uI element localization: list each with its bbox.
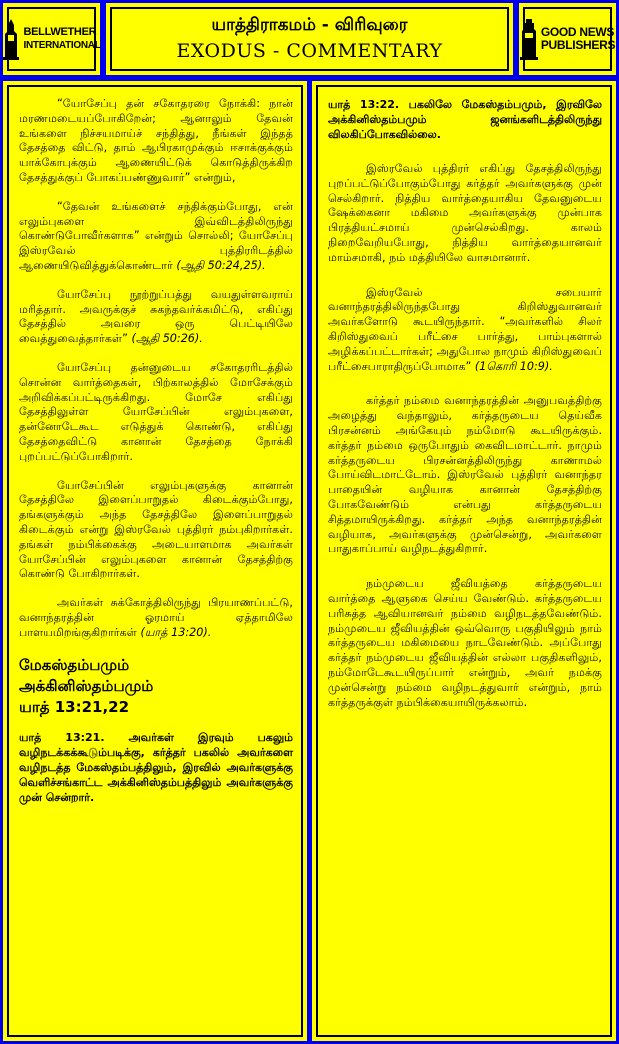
left-logo-line1: BELLWETHER — [23, 26, 97, 38]
left-column — [0, 78, 310, 1044]
right-paragraph-2-ref: (1கொரி 10:9). — [474, 359, 553, 373]
left-paragraph-2 — [19, 200, 293, 274]
title-box — [103, 0, 516, 78]
verse-22: யாத் 13:22. பகலிலே மேகஸ்தம்பமும், இரவிலே அக்கினிஸ்தம்பமும் ஜனங்களிடத்திலிருந்து விலகிப்போகவில்லை. — [328, 98, 602, 141]
section-heading-line1: மேகஸ்தம்பமும் — [19, 655, 130, 674]
right-logo-line2: PUBLISHERS — [540, 38, 616, 52]
left-paragraph-3-ref: (ஆதி 50:26). — [131, 332, 203, 346]
right-paragraph-3: கர்த்தர் நம்மை வனாந்தரத்தின் அனுபவத்திற்கு அழைத்து வந்தாலும், கர்த்தருடைய தெய்வீக பிரசன்னம் அங்கேயும் நம்மோடு கூடயிருக்கும். கர்த்தர் நம்மை ஒருபோதும் கைவிடமாட்டார். நாமும் கர்த்தருடைய பிரசன்னத்திலிருந்து காணாமல் போய்விடமாட்டோம். இஸ்ரவேல் புத்திரர் வனாந்தர பாதையின் வழியாக கானான் தேசத்திற்கு போகவேண்டும் என்பது கர்த்தருடைய சித்தமாயிருக்கிறது. கர்த்தர் அந்த வனாந்தரத்தின் வழியாக, அவர்களுக்கு முன்சென்று, அவர்களை பாதுகாப்பாய் வழிநடத்துகிறார். — [328, 394, 602, 556]
right-paragraph-2-text: இஸ்ரவேல் சபையார் வனாந்தரத்திலிருந்தபோது கிறிஸ்துவானவர் அவர்களோடு கூடயிருந்தார். “அவர்களில் சிலர் கிறிஸ்துவைப் பரீட்சை பார்த்து, பாம்புகளால் அழிக்கப்பட்டார்கள்; அதுபோல நாமும் கிறிஸ்துவைப் பரீட்சைபாராதிருப்போமாக” — [328, 285, 602, 373]
left-paragraph-5: யோசேப்பின் எலும்புகளுக்கு கானான் தேசத்திலே இளைப்பாறுதல் கிடைக்கும்போது, தங்களுக்கும் அந்த தேசத்திலே இளைப்பாறுதல் கிடைக்கும் என்று இஸ்ரவேல் புத்திரர் நம்புகிறார்கள். தங்கள் நம்பிக்கைக்கு அடையாளமாக அவர்கள் யோசேப்பின் எலும்புகளை கானான் தேசத்திற்கு கொண்டு போகிறார்கள். — [19, 478, 293, 581]
left-paragraph-4: யோசேப்பு தன்னுடைய சகோதரரிடத்தில் சொன்ன வார்த்தைகள், பிற்காலத்தில் மோசேக்கும் அறிவிக்கப்பட்டிருக்கிறது. மோசே எகிப்து தேசத்திலுள்ள யோசேப்பின் எலும்புகளை, தன்னோடேகூட எடுத்துக் கொண்டு, எகிப்து தேசத்தைவிட்டு கானான் தேசத்தை நோக்கி புறப்பட்டுப்போகிறார். — [19, 360, 293, 463]
verse-21: யாத் 13:21. அவர்கள் இரவும் பகலும் வழிநடக்கக்கூடும்படிக்கு, கர்த்தர் பகலில் அவர்களை வழிநடத்த மேகஸ்தம்பத்திலும், இரவில் அவர்களுக்கு வெளிச்சங்காட்ட அக்கினிஸ்தம்பத்திலும் அவர்களுக்கு முன் சென்றார். — [19, 730, 293, 804]
bellwether-icon — [2, 17, 20, 61]
right-logo-line1: GOOD NEWS — [540, 25, 615, 39]
bellwether-logo — [9, 9, 101, 69]
title-english: EXODUS - COMMENTARY — [176, 40, 443, 62]
right-paragraph-2 — [328, 286, 602, 375]
left-paragraph-1: “யோசேப்பு தன் சகோதரரை நோக்கி: நான் மரணமடையப்போகிறேன்; ஆனாலும் தேவன் உங்களை நிச்சயமாய்ச் சந்தித்து, நீங்கள் இந்தத் தேசத்தை விட்டு, தாம் ஆபிரகாமுக்கும் ஈசாக்குக்கும் யாக்கோபுக்கும் ஆணையிட்டுக் கொடுத்திருக்கிற தேசத்துக்குப் போகப்பண்ணுவார்” என்றும், — [19, 97, 293, 184]
left-paragraph-6-ref: (யாத் 13:20). — [140, 625, 212, 639]
section-heading — [19, 655, 293, 718]
left-paragraph-2-text: “தேவன் உங்களைச் சந்திக்கும்போது, என் எலும்புகளை இவ்விடத்திலிருந்து கொண்டுபோவீர்களாக” என்றும் சொல்லி; யோசேப்பு இஸ்ரவேல் புத்திரரிடத்தில் ஆணையிடுவித்துக்கொண்டார் — [19, 199, 293, 272]
left-paragraph-3 — [19, 288, 293, 347]
left-paragraph-6 — [19, 596, 293, 640]
right-paragraph-1: இஸ்ரவேல் புத்திரர் எகிப்து தேசத்திலிருந்து புறப்பட்டுப்போகும்போது கர்த்தர் அவர்களுக்கு முன் செல்கிறார். நித்திய வார்த்தையாகிய தேவனுடைய ஷேக்கைனா மகிமை அவர்களுக்கு முன்பாக பிரத்தியட்சமாய் முன்செல்கிறது. காலம் நிறைவேறியபோது, நித்திய வார்த்தையானவர் மாம்சமாகி, நம் மத்தியிலே வாசமானார். — [328, 162, 602, 264]
good-news-publishers-logo — [525, 9, 616, 69]
left-paragraph-6-text: அவர்கள் சுக்கோத்திலிருந்து பிரயாணப்பட்டு, வனாந்தரத்தின் ஓரமாய் ஏத்தாமிலே பாளயமிறங்குகிறார்கள் — [19, 596, 293, 639]
right-logo-box — [516, 0, 619, 78]
right-paragraph-4: நம்முடைய ஜீவியத்தை கர்த்தருடைய வார்த்தை ஆளுகை செய்ய வேண்டும். கர்த்தருடைய பரிசுத்த ஆவியானவர் நம்மை வழிநடத்தவேண்டும். நம்முடைய ஜீவியத்தின் ஒவ்வொரு பகுதியிலும் நாம் கர்த்தருடைய மகிமையை நாடவேண்டும். அப்போது கர்த்தர் நம்முடைய ஜீவியத்தின் எல்லா பகுதிகளிலும், நம்மோடேகூடயிருப்பார் என்றும், அவர் நமக்கு முன்சென்று நம்மை வழிநடத்துவார் என்றும், நாம் கர்த்தருக்குள் நம்பிக்கையாயிருக்கலாம். — [328, 577, 602, 709]
left-paragraph-2-ref: (ஆதி 50:24,25). — [176, 258, 266, 272]
title-tamil: யாத்திராகமம் - விரிவுரை — [211, 15, 408, 35]
left-logo-box — [0, 0, 103, 78]
good-news-publishers-icon — [520, 17, 538, 61]
section-heading-line2: அக்கினிஸ்தம்பமும் — [19, 676, 154, 695]
left-paragraph-3-text: யோசேப்பு நூற்றுப்பத்து வயதுள்ளவராய் மரித்தார். அவருக்குச் சுகந்தவர்க்கமிட்டு, எகிப்து தேசத்தில் அவரை ஒரு பெட்டியிலே வைத்துவைத்தார்கள்” — [19, 287, 293, 346]
section-heading-line3: யாத் 13:21,22 — [19, 697, 130, 716]
left-logo-line2: INTERNATIONAL — [23, 40, 101, 51]
right-column — [309, 78, 619, 1044]
